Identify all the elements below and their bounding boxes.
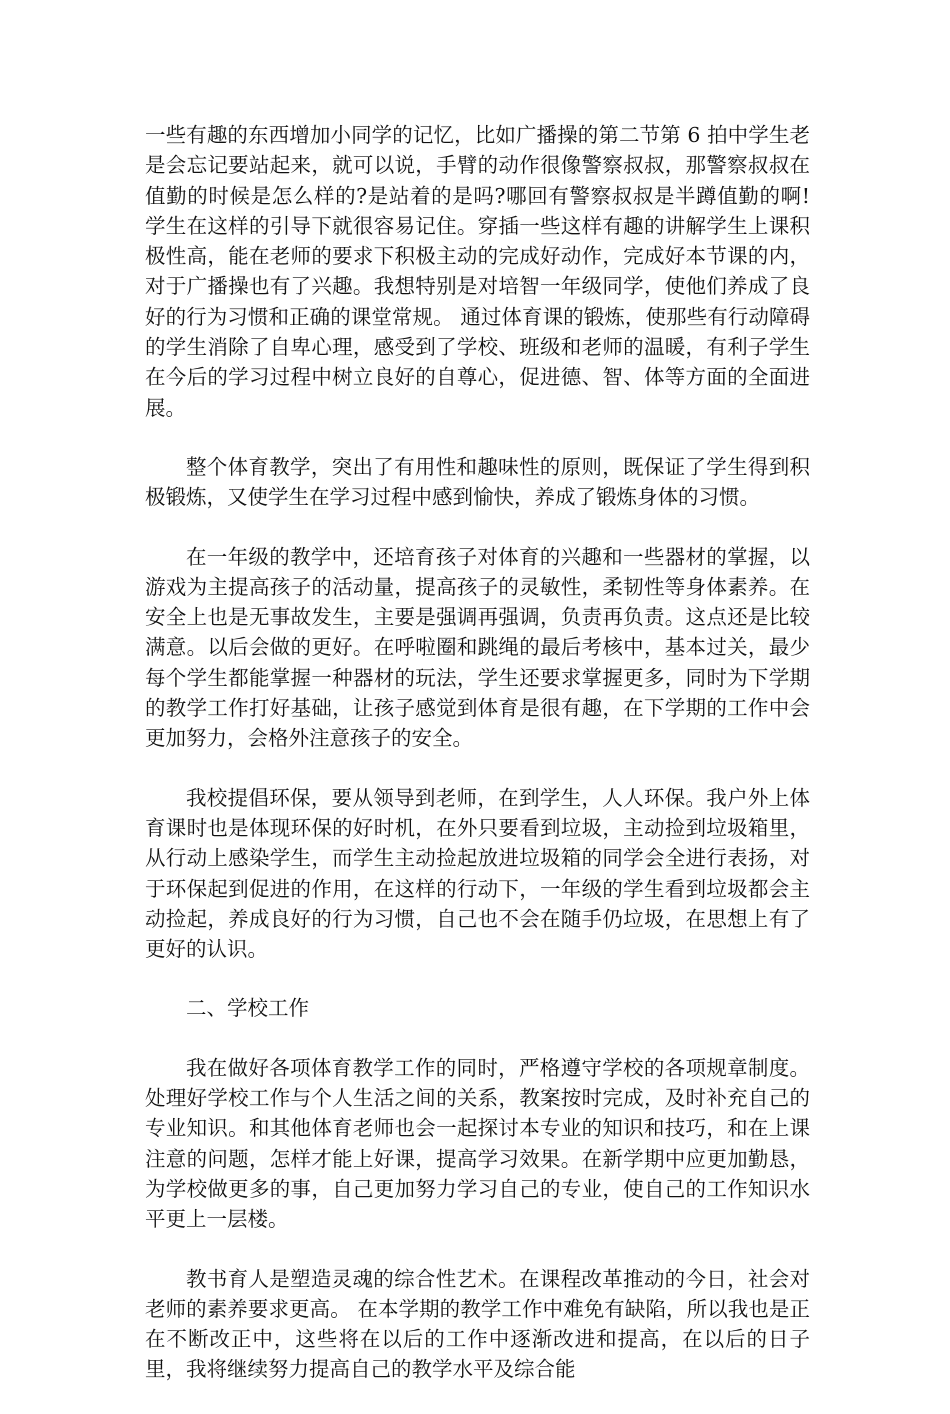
document-page: [145, 120, 810, 1414]
paragraph-school-work: 我在做好各项体育教学工作的同时，严格遵守学校的各项规章制度。处理好学校工作与个人生活之间的关系，教案按时完成，及时补充自己的专业知识。和其他体育老师也会一起探讨本专业的知识和技巧，和在上课注意的问题，怎样才能上好课，提高学习效果。在新学期中应更加勤恳，为学校做更多的事，自己更加努力学习自己的专业，使自己的工作知识水平更上一层楼。: [145, 1055, 810, 1232]
section-heading: 二、学校工作: [186, 996, 309, 1021]
paragraph-continuation: 一些有趣的东西增加小同学的记忆，比如广播操的第二节第 6 拍中学生老是会忘记要站起来，就可以说，手臂的动作很像警察叔叔，那警察叔叔在值勤的时候是怎么样的?是站着的是吗?哪回有警察叔叔是半蹲值勤的啊!学生在这样的引导下就很容易记住。穿插一些这样有趣的讲解学生上课积极性高，能在老师的要求下积极主动的完成好动作，完成好本节课的内，对于广播操也有了兴趣。我想特别是对培智一年级同学，使他们养成了良好的行为习惯和正确的课堂常规。 通过体育课的锻炼，使那些有行动障碍的学生消除了自卑心理，感受到了学校、班级和老师的温暖，有利子学生在今后的学习过程中树立良好的自尊心，促进德、智、体等方面的全面进展。: [145, 123, 810, 420]
paragraph-teaching-summary: 整个体育教学，突出了有用性和趣味性的原则，既保证了学生得到积极锻炼，又使学生在学习过程中感到愉快，养成了锻炼身体的习惯。: [145, 454, 810, 510]
paragraph-environmental-protection: 我校提倡环保，要从领导到老师，在到学生，人人环保。我户外上体育课时也是体现环保的好时机，在外只要看到垃圾，主动捡到垃圾箱里，从行动上感染学生，而学生主动捡起放进垃圾箱的同学会全进行表扬，对于环保起到促进的作用，在这样的行动下，一年级的学生看到垃圾都会主动捡起，养成良好的行为习惯，自己也不会在随手仍垃圾，在思想上有了更好的认识。: [145, 785, 810, 962]
paragraph-grade-one-teaching: 在一年级的教学中，还培育孩子对体育的兴趣和一些器材的掌握，以游戏为主提高孩子的活动量，提高孩子的灵敏性，柔韧性等身体素养。在安全上也是无事故发生，主要是强调再强调，负责再负责。这点还是比较满意。以后会做的更好。在呼啦圈和跳绳的最后考核中，基本过关，最少每个学生都能掌握一种器材的玩法，学生还要求掌握更多，同时为下学期的教学工作打好基础，让孩子感觉到体育是很有趣，在下学期的工作中会更加努力，会格外注意孩子的安全。: [145, 544, 810, 751]
paragraph-teaching-art: 教书育人是塑造灵魂的综合性艺术。在课程改革推动的今日，社会对老师的素养要求更高。 在本学期的教学工作中难免有缺陷，所以我也是正在不断改正中，这些将在以后的工作中逐渐改进和提高，在以后的日子里，我将继续努力提高自己的教学水平及综合能: [145, 1266, 810, 1382]
